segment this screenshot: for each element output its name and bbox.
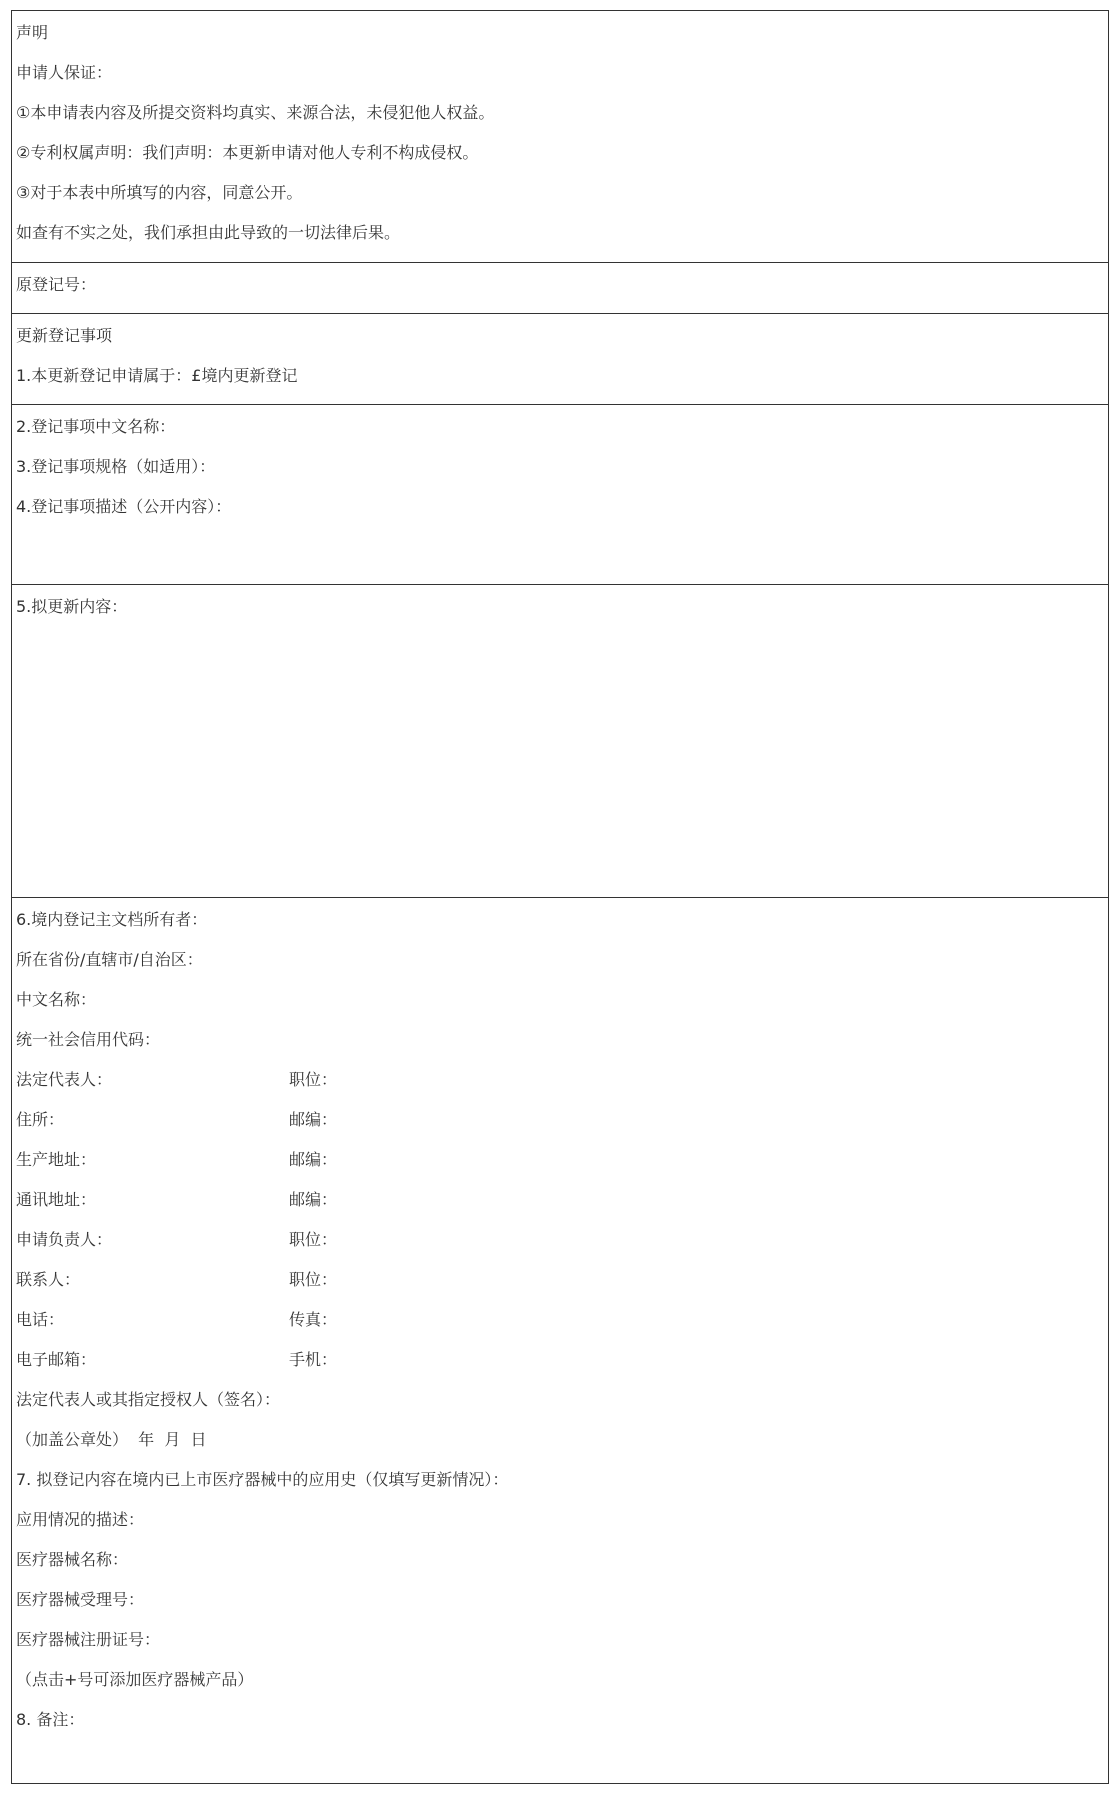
update-title: 更新登记事项	[16, 326, 113, 345]
declaration-title: 声明	[16, 23, 49, 42]
seal-date-line: （加盖公章处） 年 月 日	[16, 1430, 207, 1449]
province-field[interactable]: 所在省份/直辖市/自治区：	[16, 950, 203, 969]
owner-title: 6.境内登记主文档所有者：	[16, 910, 208, 929]
legal-rep-row	[16, 1066, 1104, 1106]
contact-field[interactable]: 联系人：	[16, 1270, 81, 1289]
history-description-field[interactable]: 应用情况的描述：	[16, 1510, 145, 1529]
update-header-section	[12, 313, 1108, 404]
contact-position-field[interactable]: 职位：	[289, 1270, 338, 1289]
declaration-item-2: ②专利权属声明：我们声明：本更新申请对他人专利不构成侵权。	[16, 143, 479, 162]
declaration-item-3: ③对于本表中所填写的内容，同意公开。	[16, 183, 303, 202]
original-reg-section	[12, 262, 1108, 313]
history-title: 7. 拟登记内容在境内已上市医疗器械中的应用史（仅填写更新情况）：	[16, 1470, 509, 1489]
mobile-field[interactable]: 手机：	[289, 1350, 338, 1369]
owner-section	[12, 897, 1108, 1783]
prod-postcode-field[interactable]: 邮编：	[289, 1150, 338, 1169]
address-row	[16, 1106, 1104, 1146]
declaration-liability: 如查有不实之处，我们承担由此导致的一切法律后果。	[16, 223, 401, 242]
applicant-field[interactable]: 申请负责人：	[16, 1230, 113, 1249]
registration-form	[11, 10, 1109, 1784]
registration-items-section	[12, 404, 1108, 584]
prod-address-row	[16, 1146, 1104, 1186]
applicant-position-field[interactable]: 职位：	[289, 1230, 338, 1249]
address-field[interactable]: 住所：	[16, 1110, 65, 1129]
applicant-row	[16, 1226, 1104, 1266]
proposed-content-field[interactable]: 5.拟更新内容：	[16, 597, 128, 616]
mail-address-field[interactable]: 通讯地址：	[16, 1190, 97, 1209]
mail-address-row	[16, 1186, 1104, 1226]
proposed-content-section	[12, 584, 1108, 897]
signature-field[interactable]: 法定代表人或其指定授权人（签名）：	[16, 1390, 281, 1409]
device-name-field[interactable]: 医疗器械名称：	[16, 1550, 129, 1569]
item-description-field[interactable]: 4.登记事项描述（公开内容）：	[16, 497, 232, 516]
item-spec-field[interactable]: 3.登记事项规格（如适用）：	[16, 457, 216, 476]
registration-no-field[interactable]: 医疗器械注册证号：	[16, 1630, 161, 1649]
remarks-field[interactable]: 8. 备注：	[16, 1710, 85, 1729]
legal-rep-position-field[interactable]: 职位：	[289, 1070, 338, 1089]
contact-row	[16, 1266, 1104, 1306]
declaration-section	[12, 11, 1108, 262]
item-name-cn-field[interactable]: 2.登记事项中文名称：	[16, 417, 176, 436]
mail-postcode-field[interactable]: 邮编：	[289, 1190, 338, 1209]
address-postcode-field[interactable]: 邮编：	[289, 1110, 338, 1129]
prod-address-field[interactable]: 生产地址：	[16, 1150, 97, 1169]
original-reg-no-label[interactable]: 原登记号：	[16, 275, 97, 294]
credit-code-field[interactable]: 统一社会信用代码：	[16, 1030, 161, 1049]
email-row	[16, 1346, 1104, 1386]
phone-row	[16, 1306, 1104, 1346]
owner-name-cn-field[interactable]: 中文名称：	[16, 990, 97, 1009]
guarantee-label: 申请人保证：	[16, 63, 113, 82]
declaration-item-1: ①本申请表内容及所提交资料均真实、来源合法，未侵犯他人权益。	[16, 103, 495, 122]
email-field[interactable]: 电子邮箱：	[16, 1350, 97, 1369]
phone-field[interactable]: 电话：	[16, 1310, 65, 1329]
fax-field[interactable]: 传真：	[289, 1310, 338, 1329]
legal-rep-field[interactable]: 法定代表人：	[16, 1070, 113, 1089]
update-type-field[interactable]: 1.本更新登记申请属于：£境内更新登记	[16, 366, 298, 385]
add-device-hint[interactable]: （点击+号可添加医疗器械产品）	[16, 1670, 254, 1689]
acceptance-no-field[interactable]: 医疗器械受理号：	[16, 1590, 145, 1609]
